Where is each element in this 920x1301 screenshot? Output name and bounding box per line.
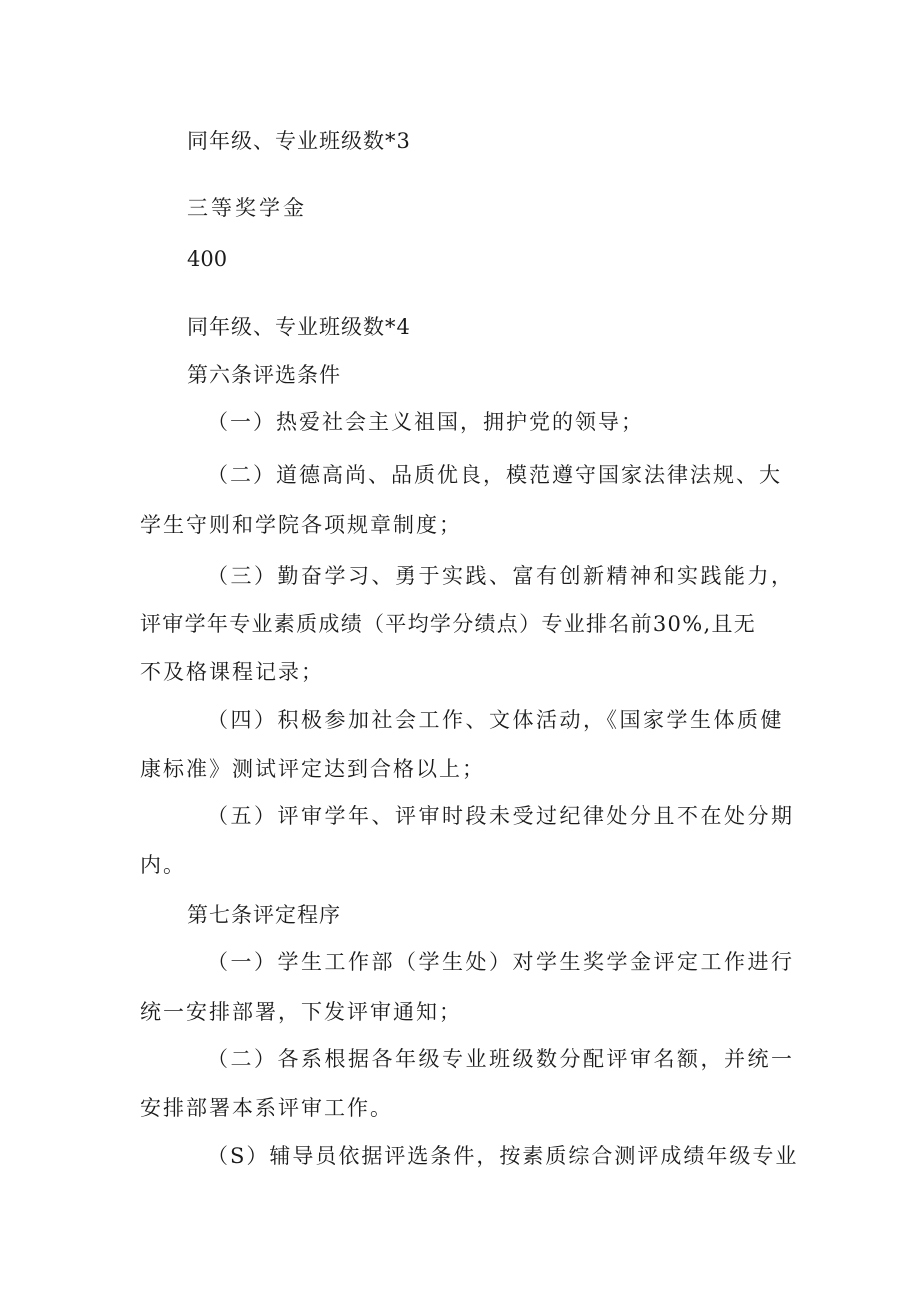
criteria-item-2-line-1: （二）道德高尚、品质优良，模范遵守国家法律法规、大 <box>207 463 782 487</box>
third-prize-amount: 400 <box>187 247 228 271</box>
article-7-heading: 第七条评定程序 <box>187 903 341 927</box>
criteria-item-3-line-3: 不及格课程记录； <box>140 660 324 684</box>
article-6-heading: 第六条评选条件 <box>187 363 341 387</box>
procedure-item-3-line-1: （S）辅导员依据评选条件，按素质综合测评成绩年级专业 <box>207 1144 799 1168</box>
third-prize-label: 三等奖学金 <box>187 196 307 220</box>
criteria-item-2-line-2: 学生守则和学院各项规章制度； <box>140 513 462 537</box>
quota-formula-line-2nd-prize: 同年级、专业班级数*3 <box>187 129 411 153</box>
criteria-item-1: （一）热爱社会主义祖国，拥护党的领导； <box>207 410 644 434</box>
procedure-item-2-line-1: （二）各系根据各年级专业班级数分配评审名额，并统一 <box>207 1047 795 1071</box>
criteria-item-4-line-2: 康标准》测试评定达到合格以上； <box>140 757 485 781</box>
procedure-item-1-line-1: （一）学生工作部（学生处）对学生奖学金评定工作进行 <box>207 950 795 974</box>
criteria-item-4-line-1: （四）积极参加社会工作、文体活动，《国家学生体质健 <box>207 708 784 732</box>
procedure-item-1-line-2: 统一安排部署，下发评审通知； <box>140 1000 462 1024</box>
criteria-item-5-line-1: （五）评审学年、评审时段未受过纪律处分且不在处分期 <box>207 804 795 828</box>
procedure-item-2-line-2: 安排部署本系评审工作。 <box>140 1096 393 1120</box>
quota-formula-line-3rd-prize: 同年级、专业班级数*4 <box>187 315 411 339</box>
criteria-item-3-line-1: （三）勤奋学习、勇于实践、富有创新精神和实践能力， <box>207 564 795 588</box>
criteria-item-5-line-2: 内。 <box>140 853 186 877</box>
criteria-item-3-line-2: 评审学年专业素质成绩（平均学分绩点）专业排名前30%,且无 <box>140 612 757 636</box>
